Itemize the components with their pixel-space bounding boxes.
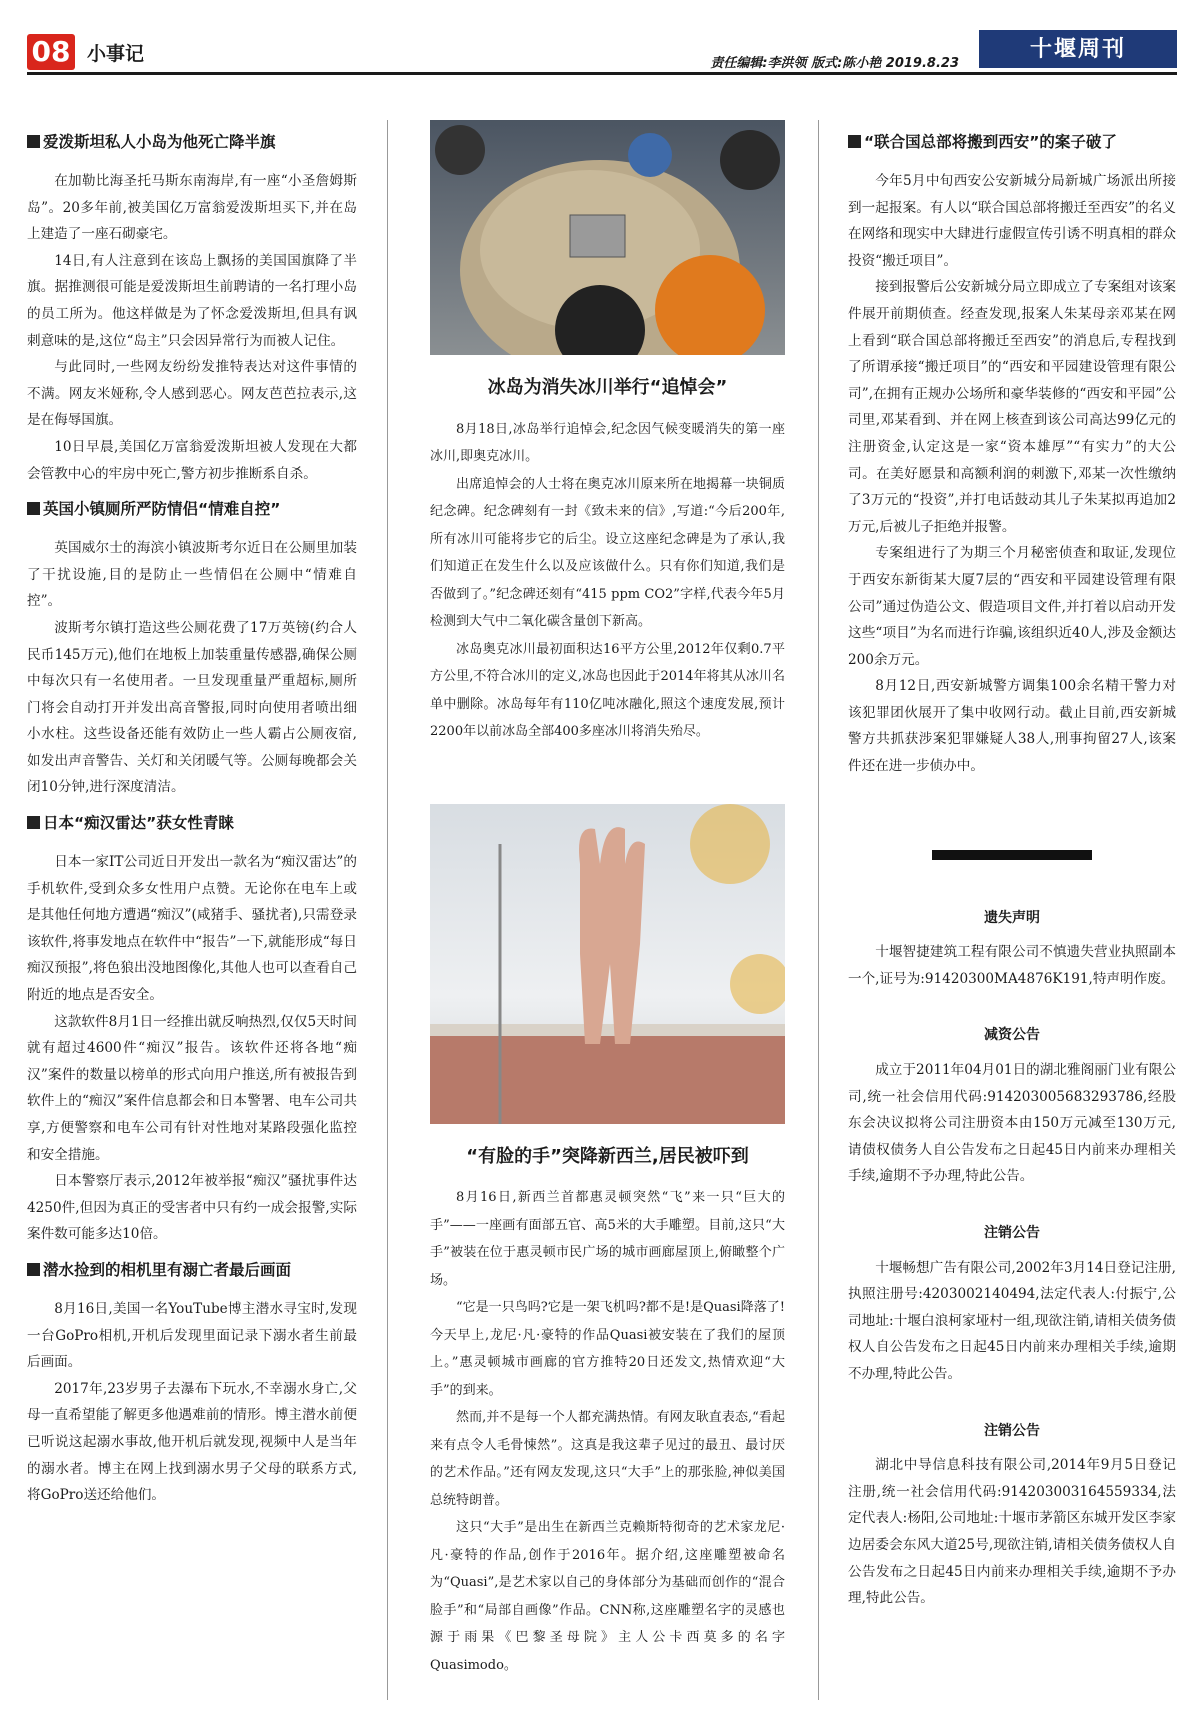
column-divider (387, 120, 388, 1700)
article-headline: 冰岛为消失冰川举行“追悼会” (487, 377, 728, 398)
paragraph: 今年5月中旬西安公安新城分局新城广场派出所接到一起报案。有人以“联合国总部将搬迁至西安”的名义在网络和现实中大肆进行虚假宣传引诱不明真相的群众投资“搬迁项目”。 (848, 173, 1176, 269)
paragraph: 出席追悼会的人士将在奥克冰川原来所在地揭幕一块铜质纪念碑。纪念碑刻有一封《致未来的信》,写道:“今后200年,所有冰川可能将步它的后尘。设立这座纪念碑是为了承认,我们知道正在发生什么以及应该做什么。只有你们知道,我们是否做到了。”纪念碑还刻有“415 ppm CO2”字样,代表今年5月检测到大气中二氧化碳含量创下新高。 (430, 476, 785, 630)
page-number: 08 (27, 34, 75, 70)
paragraph: 波斯考尔镇打造这些公厕花费了17万英镑(约合人民币145万元),他们在地板上加装重量传感器,确保公厕中每次只有一名使用者。一旦发现重量严重超标,厕所门将会自动打开并发出高音警报,同时向使用者喷出细小水柱。这些设备还能有效防止一些人霸占公厕夜宿,如发出声音警告、关灯和关闭暖气等。公厕每晚都会关闭10分钟,进行深度清洁。 (27, 619, 357, 796)
paragraph: 然而,并不是每一个人都充满热情。有网友耿直表态,“看起来有点令人毛骨悚然”。这真是我这辈子见过的最丑、最讨厌的艺术作品。”还有网友发现,这只“大手”上的那张脸,神似美国总统特朗普。 (430, 1410, 785, 1508)
notice-title: 注销公告 (984, 1422, 1040, 1439)
paragraph: 专案组进行了为期三个月秘密侦查和取证,发现位于西安东新街某大厦7层的“西安和平园建设管理有限公司”通过伪造公文、假造项目文件,并打着以启动开发这些“项目”为名而进行诈骗,该组织近40人,涉及金额达200余万元。 (848, 545, 1176, 668)
masthead-logo: 十堰周刊 (979, 30, 1177, 68)
paragraph: 8月12日,西安新城警方调集100余名精干警力对该犯罪团伙展开了集中收网行动。截止目前,西安新城警方共抓获涉案犯罪嫌疑人38人,刑事拘留27人,该案件还在进一步侦办中。 (848, 678, 1176, 775)
paragraph: 这款软件8月1日一经推出就反响热烈,仅仅5天时间就有超过4600件“痴汉”报告。该软件还将各地“痴汉”案件的数量以榜单的形式向用户推送,所有被报告到软件上的“痴汉”案件信息都会和日本警署、电车公司共享,方便警察和电车公司有针对性地对某路段强化监控和安全措施。 (27, 1013, 357, 1163)
paragraph: 8月18日,冰岛举行追悼会,纪念因气候变暖消失的第一座冰川,即奥克冰川。 (430, 421, 785, 465)
article-headline: “有脸的手”突降新西兰,居民被吓到 (466, 1145, 749, 1167)
paragraph: 与此同时,一些网友纷纷发推特表达对这件事情的不满。网友米娅称,令人感到恶心。网友芭芭拉表示,这是在侮辱国旗。 (27, 359, 357, 429)
column-middle (430, 120, 785, 1679)
notice-title: 减资公告 (984, 1027, 1040, 1044)
article-headline: 英国小镇厕所严防情侣“情难自控” (27, 497, 357, 521)
header-rule (27, 72, 1177, 75)
paragraph: 日本警察厅表示,2012年被举报“痴汉”骚扰事件达4250件,但因为真正的受害者中只有约一成会报警,实际案件数可能多达10倍。 (27, 1173, 357, 1243)
column-left (27, 120, 357, 1509)
paragraph: 2017年,23岁男子去瀑布下玩水,不幸溺水身亡,父母一直希望能了解更多他遇难前的情形。博主潜水前便已听说这起溺水事故,他开机后就发现,视频中人是当年的溺水者。博主在网上找到溺水男子父母的联系方式,将GoPro送还给他们。 (27, 1380, 357, 1504)
paragraph: 10日早晨,美国亿万富翁爱泼斯坦被人发现在大都会管教中心的牢房中死亡,警方初步推断系自杀。 (27, 438, 357, 482)
paragraph: 这只“大手”是出生在新西兰克赖斯特彻奇的艺术家龙尼·凡·豪特的作品,创作于2016年。据介绍,这座雕塑被命名为“Quasi”,是艺术家以自己的身体部分为基础而创作的“混合脸手”和“局部自画像”作品。CNN称,这座雕塑名字的灵感也源于雨果《巴黎圣母院》主人公卡西莫多的名字Quasimodo。 (430, 1520, 785, 1673)
notice-title: 注销公告 (984, 1225, 1040, 1241)
paragraph: 英国威尔士的海滨小镇波斯考尔近日在公厕里加装了干扰设施,目的是防止一些情侣在公厕中“情难自控”。 (27, 540, 357, 610)
paragraph: 接到报警后公安新城分局立即成立了专案组对该案件展开前期侦查。经查发现,报案人朱某母亲邓某在网上看到“联合国总部将搬迁至西安”的消息后,专程找到了所谓承接“搬迁项目”的“西安和平园建设管理有限公司”,在拥有正规办公场所和豪华装修的“西安和平园”公司里,邓某看到、并在网上核查到该公司高达99亿元的注册资金,认定这是一家“资本雄厚”“有实力”的大公司。在美好愿景和高额利润的刺激下,邓某一次性缴纳了3万元的“投资”,并打电话鼓动其儿子朱某拟再追加2万元,后被儿子拒绝并报警。 (848, 279, 1176, 535)
paragraph: “它是一只鸟吗?它是一架飞机吗?都不是!是Quasi降落了!今天早上,龙尼·凡·豪特的作品Quasi被安装在了我们的屋顶上。”惠灵顿城市画廊的官方推特20日还发文,热情欢迎“大手”的到来。 (430, 1300, 785, 1398)
notice-text: 十堰智捷建筑工程有限公司不慎遗失营业执照副本一个,证号为:91420300MA4876K191,特声明作废。 (848, 944, 1176, 987)
glacier-memorial-photo (430, 120, 785, 355)
notice-text: 成立于2011年04月01日的湖北雅阁丽门业有限公司,统一社会信用代码:914203005683293786,经股东会决议拟将公司注册资本由150万元减至130万元,请债权债务人自公告发布之日起45日内前来办理相关手续,逾期不予办理,特此公告。 (848, 1062, 1176, 1185)
paragraph: 14日,有人注意到在该岛上飘扬的美国国旗降了半旗。据推测很可能是爱泼斯坦生前聘请的一名打理小岛的员工所为。他这样做是为了怀念爱泼斯坦,但具有讽刺意味的是,这位“岛主”只会因异常行为而被人记住。 (27, 252, 357, 349)
article-headline: 爱泼斯坦私人小岛为他死亡降半旗 (27, 130, 357, 154)
paragraph: 8月16日,美国一名YouTube博主潜水寻宝时,发现一台GoPro相机,开机后发现里面记录下溺水者生前最后画面。 (27, 1300, 357, 1371)
editor-credits: 责任编辑:李洪领 版式:陈小艳 2019.8.23 (710, 56, 959, 71)
notice-text: 十堰畅想广告有限公司,2002年3月14日登记注册,执照注册号:4203002140494,法定代表人:付振宁,公司地址:十堰白浪柯家垭村一组,现欲注销,请相关债务债权人自公告发布之日起45日内前来办理相关手续,逾期不办理,特此公告。 (848, 1259, 1176, 1382)
article-headline: 潜水捡到的相机里有溺亡者最后画面 (27, 1258, 357, 1282)
article-headline: “联合国总部将搬到西安”的案子破了 (848, 130, 1176, 154)
article-headline: 日本“痴汉雷达”获女性青睐 (27, 811, 357, 835)
paragraph: 在加勒比海圣托马斯东南海岸,有一座“小圣詹姆斯岛”。20多年前,被美国亿万富翁爱泼斯坦买下,并在岛上建造了一座石砌豪宅。 (27, 173, 357, 243)
notice-text: 湖北中导信息科技有限公司,2014年9月5日登记注册,统一社会信用代码:91420300316455933​4,法定代表人:杨阳,公司地址:十堰市茅箭区东城开发区李家边居委会东风大道25号,现欲注销,请相关债务债权人自公告发布之日起45日内前来办理相关手续,逾期不予办理,特此公告。 (848, 1457, 1176, 1607)
column-right (848, 120, 1176, 1612)
notice-divider-bar (932, 850, 1092, 860)
section-title: 小事记 (87, 43, 145, 65)
column-divider (818, 120, 819, 1700)
page-header (27, 30, 1177, 75)
paragraph: 日本一家IT公司近日开发出一款名为“痴汉雷达”的手机软件,受到众多女性用户点赞。无论你在电车上或是其他任何地方遭遇“痴汉”(咸猪手、骚扰者),只需登录该软件,将事发地点在软件中“报告”一下,就能形成“每日痴汉预报”,将色狼出没地图像化,其他人也可以查看自己附近的地点是否安全。 (27, 854, 357, 1004)
paragraph: 8月16日,新西兰首都惠灵顿突然“飞”来一只“巨大的手”——一座画有面部五官、高5米的大手雕塑。目前,这只“大手”被装在位于惠灵顿市民广场的城市画廊屋顶上,俯瞰整个广场。 (430, 1190, 785, 1288)
paragraph: 冰岛奥克冰川最初面积达16平方公里,2012年仅剩0.7平方公里,不符合冰川的定义,冰岛也因此于2014年将其从冰川名单中删除。冰岛每年有110亿吨冰融化,照这个速度发展,预计2200年以前冰岛全部400多座冰川将消失殆尽。 (430, 641, 785, 740)
quasi-sculpture-photo (430, 804, 785, 1124)
notice-title: 遗失声明 (984, 909, 1040, 926)
